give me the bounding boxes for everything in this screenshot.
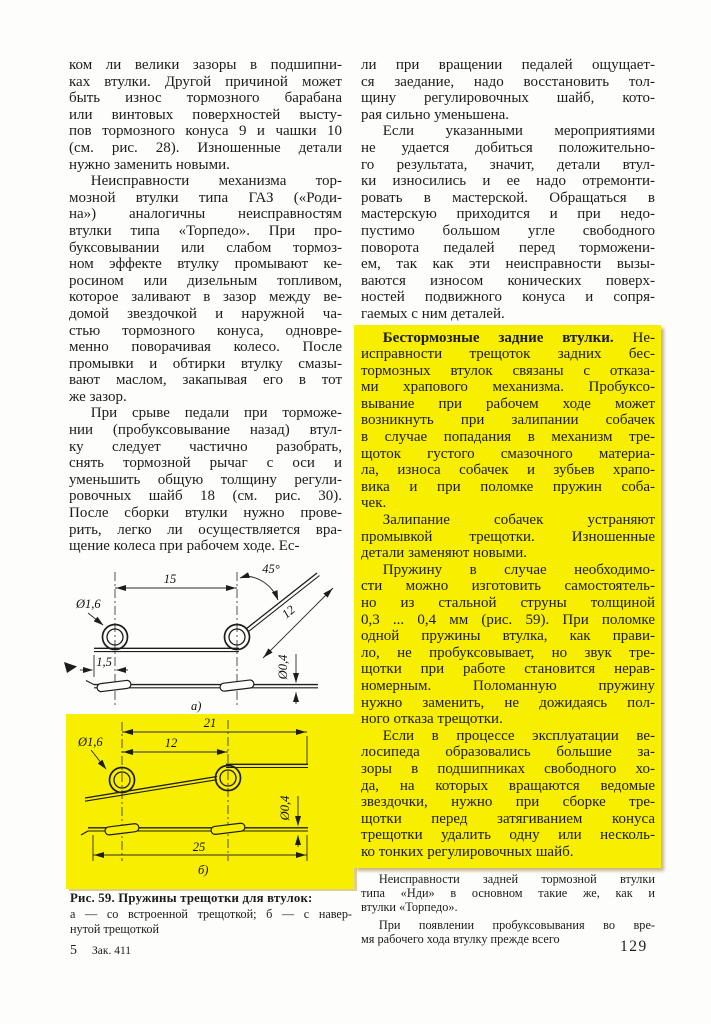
text-line: одной пружины втулка, как прави- xyxy=(361,628,655,645)
text-line: но из стальной струны толщиной xyxy=(361,595,655,611)
paragraph xyxy=(361,728,655,861)
paragraph xyxy=(361,562,655,728)
text-line: снять тормозной рычаг с оси и xyxy=(69,455,342,472)
text-line: нии (пробуксовывание назад) втул- xyxy=(69,422,342,439)
text-line: ку следует частично разобрать, xyxy=(69,438,342,455)
text-line: ровать в мастерской. Обращаться в xyxy=(361,189,655,206)
text-line: уменьшить общую толщину регули- xyxy=(69,471,342,488)
text-line: втулки типа «Торпедо». При про- xyxy=(69,222,342,239)
text-line: ностей подвижного конуса и сопря- xyxy=(361,289,655,306)
text-line: пов тормозного конуса 9 и чашки 10 xyxy=(69,123,342,140)
text-line: При срыве педали при торможе- xyxy=(90,405,342,422)
text-line: номерным. Поломанную пружину xyxy=(361,677,655,694)
text-line: да, на которых вращаются ведомые xyxy=(361,777,655,794)
text-line: трещотки удалить одну или несколь- xyxy=(361,827,655,844)
text-line: мозной втулки типа ГАЗ («Роди- xyxy=(69,189,342,206)
diameter-label: Ø0,4 xyxy=(276,654,290,680)
text-line: типа «Нди» в основном такие же, как и xyxy=(361,885,655,900)
print-signature xyxy=(70,941,131,959)
text-line: а — со встроенной трещоткой; б — с навер- xyxy=(70,907,352,921)
subfigure-label: а) xyxy=(191,699,202,713)
text-line: исправности трещоток задних бес- xyxy=(361,346,655,363)
text-line: буксовывании или слабом тормоз- xyxy=(69,239,342,256)
text-line: нужно заменить, не дожидаясь пол- xyxy=(361,694,655,711)
text-line: ми храпового механизма. Пробуксо- xyxy=(361,379,655,396)
highlight-block xyxy=(354,325,661,868)
text-line: ком ли велики зазоры в подшипни- xyxy=(69,57,342,73)
text-line: гаемых с ним деталей. xyxy=(361,305,505,322)
text-line: мастерскую приходится и при недо- xyxy=(361,206,655,223)
text-line: рить, легко ли осуществляется вра- xyxy=(69,521,342,538)
text-line: Пружину в случае необходимо- xyxy=(382,561,655,578)
text-line: нутой трещоткой xyxy=(70,922,159,936)
dim-label: 12 xyxy=(279,602,298,622)
text-line: го результата, значит, детали втул- xyxy=(361,156,655,173)
text-line: которое заливают в зазор между ве- xyxy=(69,289,342,306)
text-line: вика и при поломке пружин соба- xyxy=(361,478,655,495)
text-line: 0,3 ... 0,4 мм (рис. 59). При поломке xyxy=(361,611,655,628)
text-line: детали заменяют новыми. xyxy=(361,545,528,562)
dim-label: 1,5 xyxy=(96,655,112,669)
text-line: щоток густого смазочного материа- xyxy=(361,445,655,462)
footnote-paragraph xyxy=(361,872,655,915)
text-line: на») аналогичны неисправностям xyxy=(69,206,342,223)
text-line: ла, износа собачек и зубьев храпо- xyxy=(361,462,655,479)
text-line: же зазор. xyxy=(69,388,127,405)
text-line: Если указанными мероприятиями xyxy=(382,123,655,140)
text-line: поворота педалей перед торможени- xyxy=(361,239,655,256)
text-line: щину регулировочных шайб, кото- xyxy=(361,90,655,107)
figure-caption-legend xyxy=(70,907,352,937)
text-line: промывкой трещотки. Изношенные xyxy=(361,528,655,545)
text-line: ло, не пробуксовывает, но звук тре- xyxy=(361,644,655,661)
text-line: щение колеса при рабочем ходе. Ес- xyxy=(69,538,300,555)
text-line: При появлении пробуксовывания во вре- xyxy=(378,918,655,933)
text-line: тормозных втулок связаны с отказа- xyxy=(361,362,655,379)
text-line: ем, так как эти неисправности вызы- xyxy=(361,256,655,273)
diameter-label: Ø1,6 xyxy=(76,597,101,611)
paragraph xyxy=(361,330,655,513)
text-line: чек. xyxy=(361,495,387,512)
figure-caption-title: Рис. 59. Пружины трещотки для втулок: xyxy=(70,891,313,905)
signature-number: 5 xyxy=(70,943,77,958)
spring-a xyxy=(64,562,333,713)
text-line: Залипание собачек устраняют xyxy=(382,512,655,529)
subfigure-label: б) xyxy=(198,863,209,877)
signature-text: Зак. 411 xyxy=(92,945,132,957)
text-line: вают маслом, закапывая его в тот xyxy=(69,372,342,389)
text-line: ли при вращении педалей ощущает- xyxy=(361,57,655,73)
diameter-label: Ø1,6 xyxy=(78,735,103,749)
text-line: щотки при работе становится нерав- xyxy=(361,661,655,678)
paragraph xyxy=(69,173,342,405)
text-line: нужно заменить новыми. xyxy=(69,156,230,173)
page-number: 129 xyxy=(620,938,648,955)
dim-label: 12 xyxy=(164,736,178,750)
text-line: менно поворачивая колесо. После xyxy=(69,339,342,356)
text-line: домой звездочкой и наружной ча- xyxy=(69,305,342,322)
text-line: сти можно изготовить самостоятель- xyxy=(361,578,655,595)
paragraph xyxy=(361,512,655,562)
text-line: (см. рис. 28). Изношенные детали xyxy=(69,139,342,156)
figure-59 xyxy=(58,556,358,891)
text-line: быть износ тормозного барабана xyxy=(69,90,342,107)
section-lead-bold: Бестормозные задние втулки. xyxy=(382,329,614,346)
text-line: ки износились и ее надо отремонти- xyxy=(361,173,655,190)
text-line: росином или дизельным топливом, xyxy=(69,272,342,289)
text-line: зоры в подшипниках свободного хо- xyxy=(361,760,655,777)
text-line: не удается добиться положительно- xyxy=(361,139,655,156)
text-line: ко тонких регулировочных шайб. xyxy=(361,843,574,860)
text-line: Неисправности механизма тор- xyxy=(90,173,342,190)
text-line: или винтовых поверхностей высту- xyxy=(69,106,342,123)
text-line: вывание при рабочем ходе может xyxy=(361,395,655,412)
right-column xyxy=(361,57,655,947)
text-line: рая сильно уменьшена. xyxy=(361,106,510,123)
text-line: ся заедание, надо восстановить тол- xyxy=(361,73,655,90)
diameter-label: Ø0,4 xyxy=(278,795,292,821)
paragraph xyxy=(69,57,342,173)
paragraph xyxy=(361,123,655,322)
text-line: промывки и обтирки втулку смазы- xyxy=(69,355,342,372)
dim-label: 25 xyxy=(192,840,206,854)
text-line: ровочных шайб 18 (см. рис. 30). xyxy=(69,488,342,505)
text-line: ном эффекте втулку промывают ке- xyxy=(69,256,342,273)
text-line: возникнуть при залипании собачек xyxy=(361,412,655,429)
figure-59-drawing xyxy=(58,556,358,891)
text-line: мя рабочего хода втулку прежде всего xyxy=(361,932,560,947)
text-line: пустимо большом угле свободного xyxy=(361,222,655,239)
angle-label: 45° xyxy=(262,562,280,576)
text-line: стью тормозного конуса, одновре- xyxy=(69,322,342,339)
text-line: ках втулки. Другой причиной может xyxy=(69,73,342,90)
text-line: Если в процессе эксплуатации ве- xyxy=(382,727,655,744)
paragraph xyxy=(69,405,342,554)
text-line: щотки перед затягиванием конуса xyxy=(361,810,655,827)
text-line: Неисправности задней тормозной втулки xyxy=(378,871,655,886)
text-line: звездочки, нужно при сборке тре- xyxy=(361,794,655,811)
figure-caption xyxy=(70,891,352,937)
figure-highlight xyxy=(66,714,354,889)
paragraph xyxy=(361,57,655,123)
view-direction-arrow xyxy=(64,662,77,673)
dim-label: 15 xyxy=(163,572,177,586)
text-line xyxy=(361,330,655,347)
text-line: втулки «Торпедо». xyxy=(361,899,458,914)
dim-label: 21 xyxy=(203,716,217,730)
text-line: ваются износом конических поверх- xyxy=(361,272,655,289)
text-line: в случае попадания в механизм тре- xyxy=(361,429,655,446)
section-lead-tail: Не- xyxy=(632,329,656,346)
footnote-paragraph xyxy=(361,918,655,946)
text-line: ного отказа трещотки. xyxy=(361,711,503,728)
left-column xyxy=(69,57,342,555)
text-line: лосипеда образовались большие за- xyxy=(361,744,655,761)
text-line: После сборки втулки нужно прове- xyxy=(69,505,342,522)
